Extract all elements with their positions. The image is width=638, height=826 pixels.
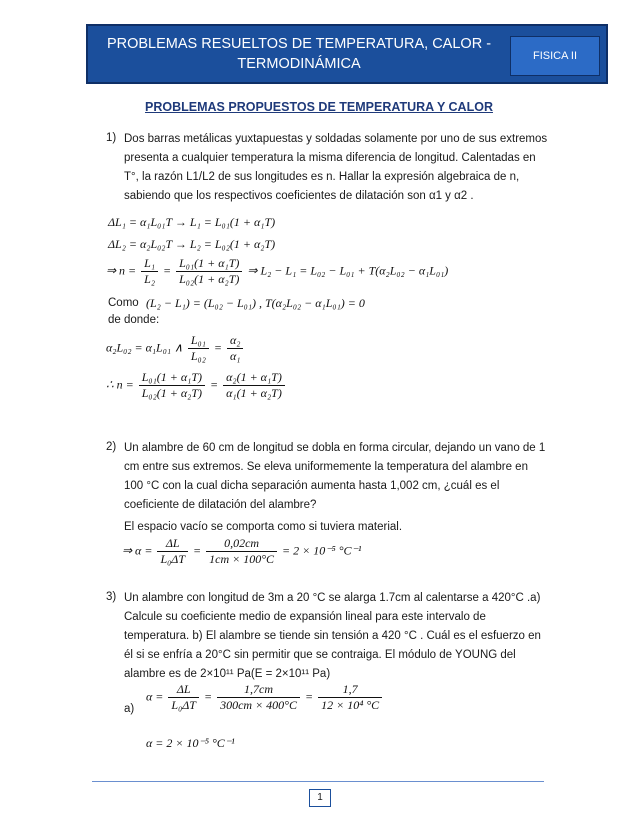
equation-3: ⇒ n = $\frac{\text{L₁}}{\text{L₂}}$ = $\frac{\text{L₀₁(1 + α₁T)}}{\text{L₀₂(1 + α₂T)}}$ ⇒ L₂ − L₁ = L₀₂ − L₀₁ + T(α₂L₀₂ − α₁L₀₁) <box>106 256 449 286</box>
equation-4: α₂L₀₂ = α₁L₀₁ ∧ $\frac{\text{L₀₁}}{\text{L₀₂}}$ = $\frac{\text{α₂}}{\text{α₁}}$ <box>106 333 245 364</box>
problem-2-number: 2) <box>106 441 117 453</box>
problem-3-text: Un alambre con longitud de 3m a 20 °C se alarga 1.7cm al calentarse a 420°C .a) Calcule su coeficiente medio de expansión lineal para este intervalo de temperatura. b) El alambre se tiende sin tensión a 420 °C . Cuál es el esfuerzo en él si se enfría a 20°C sin permitir que se contraiga. El módulo de YOUNG del alambre es de 2×10¹¹ Pa(E = 2×10¹¹ Pa) <box>124 592 541 680</box>
part-a-label: a) <box>124 703 135 715</box>
equation-5: ∴ n = $\frac{\text{L₀₁(1 + α₁T)}}{\text{L₀₂(1 + α₂T)}}$ = $\frac{\text{α₂(1 + α₁T)}}{\text{α₁(1 + α₂T)}}$ <box>106 370 287 401</box>
page-header <box>86 24 608 84</box>
equation-1: ΔL₁ = α₁L₀₁T → L₁ = L₀₁(1 + α₁T) <box>108 215 276 229</box>
problem-3-number: 3) <box>106 591 117 603</box>
footer-divider <box>92 781 544 782</box>
problem-2-note: El espacio vacío se comporta como si tuviera material. <box>124 521 403 533</box>
problem-1-text: Dos barras metálicas yuxtapuestas y soldadas solamente por uno de sus extremos presenta a cualquier temperatura la misma diferencia de longitud. Calentadas en T°, la razón L1/L2 de sus longitudes es n. Hallar la expresión algebraica de n, sabiendo que los respectivos coeficientes de dilatación son α1 y α2 . <box>124 133 548 202</box>
de-donde-label: de donde: <box>108 314 160 326</box>
page-number: 1 <box>309 789 331 807</box>
problem-2-solution: ⇒ α = $\frac{\Delta L}{\text{L₀ΔT}}$ = $\frac{0,02cm}{1cm \times 100^\circ C}$ = 2 × 10⁻⁵ °C⁻¹ <box>122 536 362 566</box>
header-tag: FISICA II <box>510 36 600 76</box>
problem-3-solution: α = $\frac{\Delta L}{\text{L₀ΔT}}$ = $\frac{1,7cm}{300cm \times 400^\circ C}$ = $\frac{1,7}{\text{12 × 10⁴ °C}}$ <box>146 682 384 713</box>
problem-1-number: 1) <box>106 132 117 144</box>
como-equation: (L₂ − L₁) = (L₀₂ − L₀₁) , T(α₂L₀₂ − α₁L₀₁) = 0 <box>146 296 365 310</box>
problem-3-result: α = 2 × 10⁻⁵ °C⁻¹ <box>146 736 235 750</box>
equation-2: ΔL₂ = α₂L₀₂T → L₂ = L₀₂(1 + α₂T) <box>108 237 276 251</box>
section-title: PROBLEMAS PROPUESTOS DE TEMPERATURA Y CALOR <box>145 100 493 114</box>
header-title: PROBLEMAS RESUELTOS DE TEMPERATURA, CALOR - TERMODINÁMICA <box>106 36 492 72</box>
problem-2-text: Un alambre de 60 cm de longitud se dobla en forma circular, dejando un vano de 1 cm entre sus extremos. Se eleva uniformemente la temperatura del alambre en 100 °C con la cual dicha separación aumenta hasta 1,002 cm, ¿cuál es el coeficiente de dilatación del alambre? <box>124 442 546 511</box>
como-label: Como <box>108 297 139 309</box>
